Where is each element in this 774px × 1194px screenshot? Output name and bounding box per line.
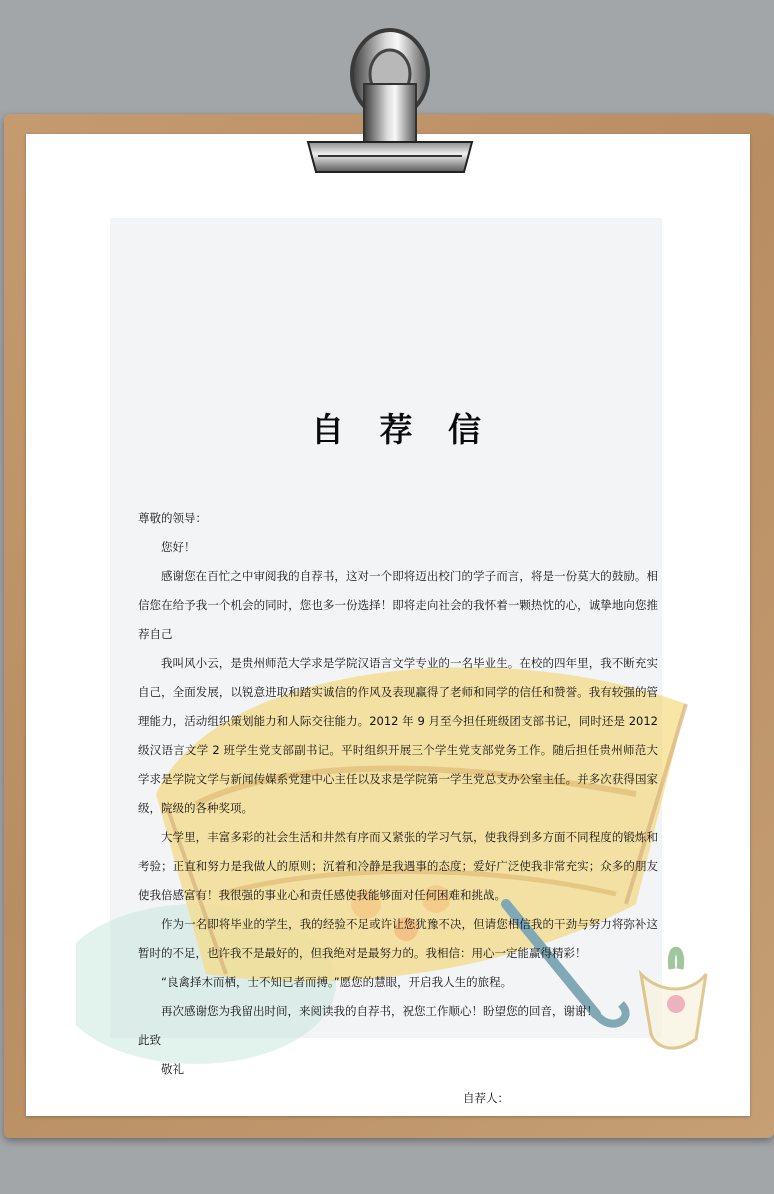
signature-label: 自荐人： [463,1091,509,1105]
salutation: 尊敬的领导： [138,511,207,525]
letter-title: 自 荐 信 [311,410,493,449]
paragraph-3: 大学里，丰富多彩的社会生活和井然有序而又紧张的学习气氛，使我得到多方面不同程度的锻炼和考验；正直和努力是我做人的原则；沉着和冷静是我遇事的态度；爱好广泛使我非常充实；众多的朋友使我倍感富有！我很强的事业心和责任感使我能够面对任何困难和挑战。 [138,830,658,902]
paragraph-1: 感谢您在百忙之中审阅我的自荐书，这对一个即将迈出校门的学子而言，将是一份莫大的鼓励。相信您在给予我一个机会的同时，您也多一份选择！即将走向社会的我怀着一颗热忱的心，诚挚地向您推荐自己 [138,569,658,641]
letter-paper [26,134,750,1116]
paragraph-5: “良禽择木而栖，士不知已者而搏。”愿您的慧眼，开启我人生的旅程。 [161,975,513,989]
greeting: 您好！ [161,540,196,554]
closing-2: 敬礼 [161,1062,184,1076]
closing-1: 此致 [138,1033,161,1047]
paragraph-2: 我叫风小云，是贵州师范大学求是学院汉语言文学专业的一名毕业生。在校的四年里，我不断充实自己，全面发展，以锐意进取和踏实诚信的作风及表现赢得了老师和同学的信任和赞誉。我有较强的管理能力，活动组织策划能力和人际交往能力。2012 年 9 月至今担任班级团支部书记，同时还是 2012 级汉语言文学 2 班学生党支部副书记。平时组织开展三个学生党支部党务工作。随后担任贵州师范大学求是学院文学与新闻传媒系党建中心主任以及求是学院第一学生党总支办公室主任。并多次获得国家级，院级的各种奖项。 [138,656,658,815]
binder-clip-icon [300,26,480,176]
paragraph-6: 再次感谢您为我留出时间，来阅读我的自荐书，祝您工作顺心！盼望您的回音，谢谢！ [161,1004,598,1018]
letter-content [138,358,658,1113]
paragraph-4: 作为一名即将毕业的学生，我的经验不足或许让您犹豫不决，但请您相信我的干劲与努力将弥补这暂时的不足，也许我不是最好的，但我绝对是最努力的。我相信：用心一定能赢得精彩！ [138,917,658,960]
